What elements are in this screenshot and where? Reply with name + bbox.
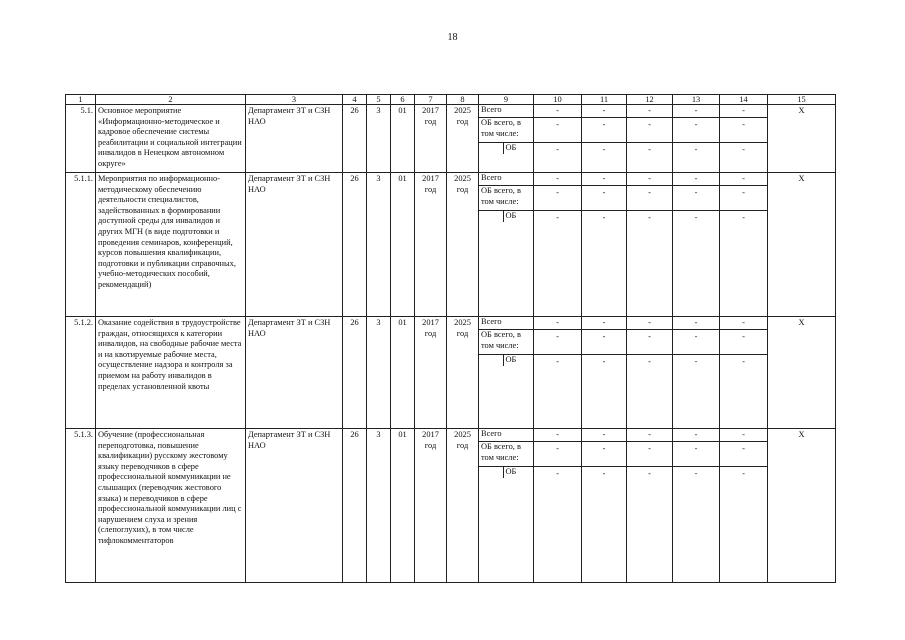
amount-ob: - (648, 145, 651, 154)
amount-total: - (720, 317, 767, 330)
amount-ob: - (694, 357, 698, 366)
source-ob: ОБ (503, 467, 533, 478)
amount-ob-all: - (627, 118, 672, 143)
row-number: 5.1.2. (66, 317, 96, 429)
end-year-value: 2025 (454, 430, 471, 439)
start-year-value: 2017 (422, 430, 439, 439)
amount-ob-all: - (627, 330, 672, 355)
funding-source-table (479, 317, 533, 366)
amount-total: - (673, 105, 719, 118)
row-number: 5.1.3. (66, 429, 96, 583)
start-year (415, 173, 447, 317)
code-cell: 26 (343, 317, 367, 429)
source-total: Всего (479, 429, 533, 442)
amount-ob-all: - (673, 330, 719, 355)
amount-ob: - (556, 145, 559, 154)
amount-total: - (673, 173, 719, 186)
amount-total: - (582, 105, 626, 118)
funding-source-table (479, 105, 533, 154)
amount-cell (673, 317, 720, 429)
amount-cell (673, 105, 720, 173)
code-cell: 3 (367, 173, 391, 317)
amount-ob-all: - (582, 330, 626, 355)
table-row (66, 317, 836, 429)
measure-name: Мероприятия по информационно-методическому обеспечению деятельности специалистов, задействованных в формировании доступной среды для инвалидов и других МГН (в виде подготовки и проведения семинаров, конференций, курсов повышения квалификации, подготовки и публикации справочных, учебно-методических пособий, рекомендаций) (96, 173, 246, 317)
col15-mark: X (768, 317, 836, 429)
amount-ob-all: - (720, 186, 767, 211)
col15-mark: X (768, 173, 836, 317)
executor: Департамент ЗТ и СЗН НАО (246, 173, 343, 317)
code-cell: 26 (343, 173, 367, 317)
row-number: 5.1. (66, 105, 96, 173)
amount-cell (582, 105, 627, 173)
amount-cell (720, 105, 768, 173)
header-cell: 3 (246, 95, 343, 105)
amount-ob: - (556, 357, 559, 366)
amount-ob: - (742, 469, 745, 478)
amount-total: - (627, 429, 672, 442)
header-cell: 8 (447, 95, 479, 105)
amount-ob-all: - (534, 330, 581, 355)
amount-total: - (582, 317, 626, 330)
amount-cell (720, 317, 768, 429)
amount-ob-all: - (582, 186, 626, 211)
start-year-value: 2017 (422, 174, 439, 183)
header-cell: 9 (479, 95, 534, 105)
code-cell: 01 (391, 317, 415, 429)
amount-ob-all: - (627, 442, 672, 467)
source-spacer (479, 467, 503, 478)
end-year (447, 173, 479, 317)
measure-name: Обучение (профессиональная переподготовка, повышение квалификации) русскому жестовому языку переводчиков в сфере профессиональной коммуникации не слышащих (переводчик жестового языка) и переводчиков в сфере профессиональной коммуникации лиц с нарушением слуха и зрения (слепоглухих), в том числе тифлокомментаторов (96, 429, 246, 583)
end-year-suffix: год (456, 116, 469, 126)
measure-name: Основное мероприятие «Информационно-методическое и кадровое обеспечение системы реабилитации и социальной интеграции инвалидов в Ненецком автономном округе» (96, 105, 246, 173)
source-ob-all: ОБ всего, в том числе: (479, 330, 533, 355)
source-ob-all: ОБ всего, в том числе: (479, 186, 533, 211)
funding-source-cell (479, 173, 534, 317)
measure-name: Оказание содействия в трудоустройстве граждан, относящихся к категории инвалидов, на свободные рабочие места и на квотируемые рабочие места, осуществление надзора и контроля за приемом на работу инвалидов в пределах установленной квоты (96, 317, 246, 429)
amount-ob-all: - (673, 442, 719, 467)
amount-total: - (582, 429, 626, 442)
amount-cell (720, 173, 768, 317)
start-year (415, 429, 447, 583)
amount-ob: - (556, 213, 559, 222)
end-year-value: 2025 (454, 318, 471, 327)
code-cell: 26 (343, 105, 367, 173)
amount-ob-all: - (720, 330, 767, 355)
end-year-suffix: год (456, 440, 469, 450)
source-ob: ОБ (503, 143, 533, 154)
amount-ob-all: - (627, 186, 672, 211)
header-cell: 2 (96, 95, 246, 105)
amount-ob: - (602, 145, 606, 154)
amount-ob: - (694, 213, 698, 222)
amount-total: - (673, 429, 719, 442)
source-ob-all: ОБ всего, в том числе: (479, 118, 533, 143)
header-row (66, 95, 836, 105)
start-year-value: 2017 (422, 318, 439, 327)
amount-cell (673, 173, 720, 317)
program-table (65, 94, 836, 583)
amount-ob-all: - (534, 442, 581, 467)
source-total: Всего (479, 173, 533, 186)
header-cell: 14 (720, 95, 768, 105)
start-year-suffix: год (424, 116, 437, 126)
end-year (447, 429, 479, 583)
source-spacer (479, 143, 503, 154)
amount-cell (534, 105, 582, 173)
page-number: 18 (447, 32, 458, 43)
amount-total: - (627, 105, 672, 118)
code-cell: 01 (391, 105, 415, 173)
header-cell: 12 (627, 95, 673, 105)
amount-total: - (627, 317, 672, 330)
amount-total: - (673, 317, 719, 330)
amount-total: - (534, 317, 581, 330)
start-year (415, 105, 447, 173)
start-year-suffix: год (424, 440, 437, 450)
amount-total: - (582, 173, 626, 186)
amount-total: - (627, 173, 672, 186)
header-cell: 13 (673, 95, 720, 105)
header-cell: 11 (582, 95, 627, 105)
end-year-suffix: год (456, 328, 469, 338)
header-cell: 10 (534, 95, 582, 105)
amount-total: - (534, 429, 581, 442)
amount-cell (627, 173, 673, 317)
code-cell: 01 (391, 429, 415, 583)
amount-ob: - (742, 145, 745, 154)
amount-cell (582, 429, 627, 583)
amount-ob-all: - (582, 442, 626, 467)
header-cell: 7 (415, 95, 447, 105)
end-year-value: 2025 (454, 174, 471, 183)
source-ob: ОБ (503, 211, 533, 222)
code-cell: 3 (367, 317, 391, 429)
table-row (66, 105, 836, 173)
amount-ob: - (556, 469, 559, 478)
amount-total: - (534, 105, 581, 118)
header-cell: 5 (367, 95, 391, 105)
source-spacer (479, 355, 503, 366)
table-row (66, 173, 836, 317)
end-year-value: 2025 (454, 106, 471, 115)
amount-ob: - (694, 469, 698, 478)
executor: Департамент ЗТ и СЗН НАО (246, 317, 343, 429)
col15-mark: X (768, 105, 836, 173)
funding-source-cell (479, 105, 534, 173)
amount-cell (627, 317, 673, 429)
funding-source-cell (479, 317, 534, 429)
end-year (447, 317, 479, 429)
start-year-value: 2017 (422, 106, 439, 115)
amount-cell (673, 429, 720, 583)
amount-ob-all: - (720, 118, 767, 143)
amount-cell (534, 173, 582, 317)
amount-ob: - (602, 213, 606, 222)
code-cell: 26 (343, 429, 367, 583)
amount-cell (627, 429, 673, 583)
header-cell: 15 (768, 95, 836, 105)
amount-ob: - (742, 213, 745, 222)
amount-ob-all: - (534, 186, 581, 211)
code-cell: 3 (367, 105, 391, 173)
code-cell: 3 (367, 429, 391, 583)
executor: Департамент ЗТ и СЗН НАО (246, 105, 343, 173)
table-row (66, 429, 836, 583)
amount-cell (534, 317, 582, 429)
amount-ob: - (648, 213, 651, 222)
start-year-suffix: год (424, 328, 437, 338)
amount-cell (720, 429, 768, 583)
amount-total: - (720, 173, 767, 186)
amount-total: - (534, 173, 581, 186)
amount-cell (582, 173, 627, 317)
amount-cell (582, 317, 627, 429)
amount-ob: - (602, 357, 606, 366)
start-year-suffix: год (424, 184, 437, 194)
header-cell: 1 (66, 95, 96, 105)
header-cell: 6 (391, 95, 415, 105)
source-spacer (479, 211, 503, 222)
source-ob-all: ОБ всего, в том числе: (479, 442, 533, 467)
end-year (447, 105, 479, 173)
code-cell: 01 (391, 173, 415, 317)
end-year-suffix: год (456, 184, 469, 194)
source-total: Всего (479, 317, 533, 330)
funding-source-cell (479, 429, 534, 583)
amount-total: - (720, 429, 767, 442)
amount-ob: - (694, 145, 698, 154)
amount-total: - (720, 105, 767, 118)
source-ob: ОБ (503, 355, 533, 366)
header-cell: 4 (343, 95, 367, 105)
amount-ob: - (648, 469, 651, 478)
amount-ob: - (648, 357, 651, 366)
source-total: Всего (479, 105, 533, 118)
amount-ob-all: - (534, 118, 581, 143)
funding-source-table (479, 429, 533, 478)
amount-cell (534, 429, 582, 583)
row-number: 5.1.1. (66, 173, 96, 317)
amount-ob-all: - (720, 442, 767, 467)
amount-ob-all: - (673, 118, 719, 143)
start-year (415, 317, 447, 429)
amount-cell (627, 105, 673, 173)
amount-ob-all: - (582, 118, 626, 143)
funding-source-table (479, 173, 533, 222)
col15-mark: X (768, 429, 836, 583)
amount-ob: - (742, 357, 745, 366)
amount-ob-all: - (673, 186, 719, 211)
amount-ob: - (602, 469, 606, 478)
executor: Департамент ЗТ и СЗН НАО (246, 429, 343, 583)
